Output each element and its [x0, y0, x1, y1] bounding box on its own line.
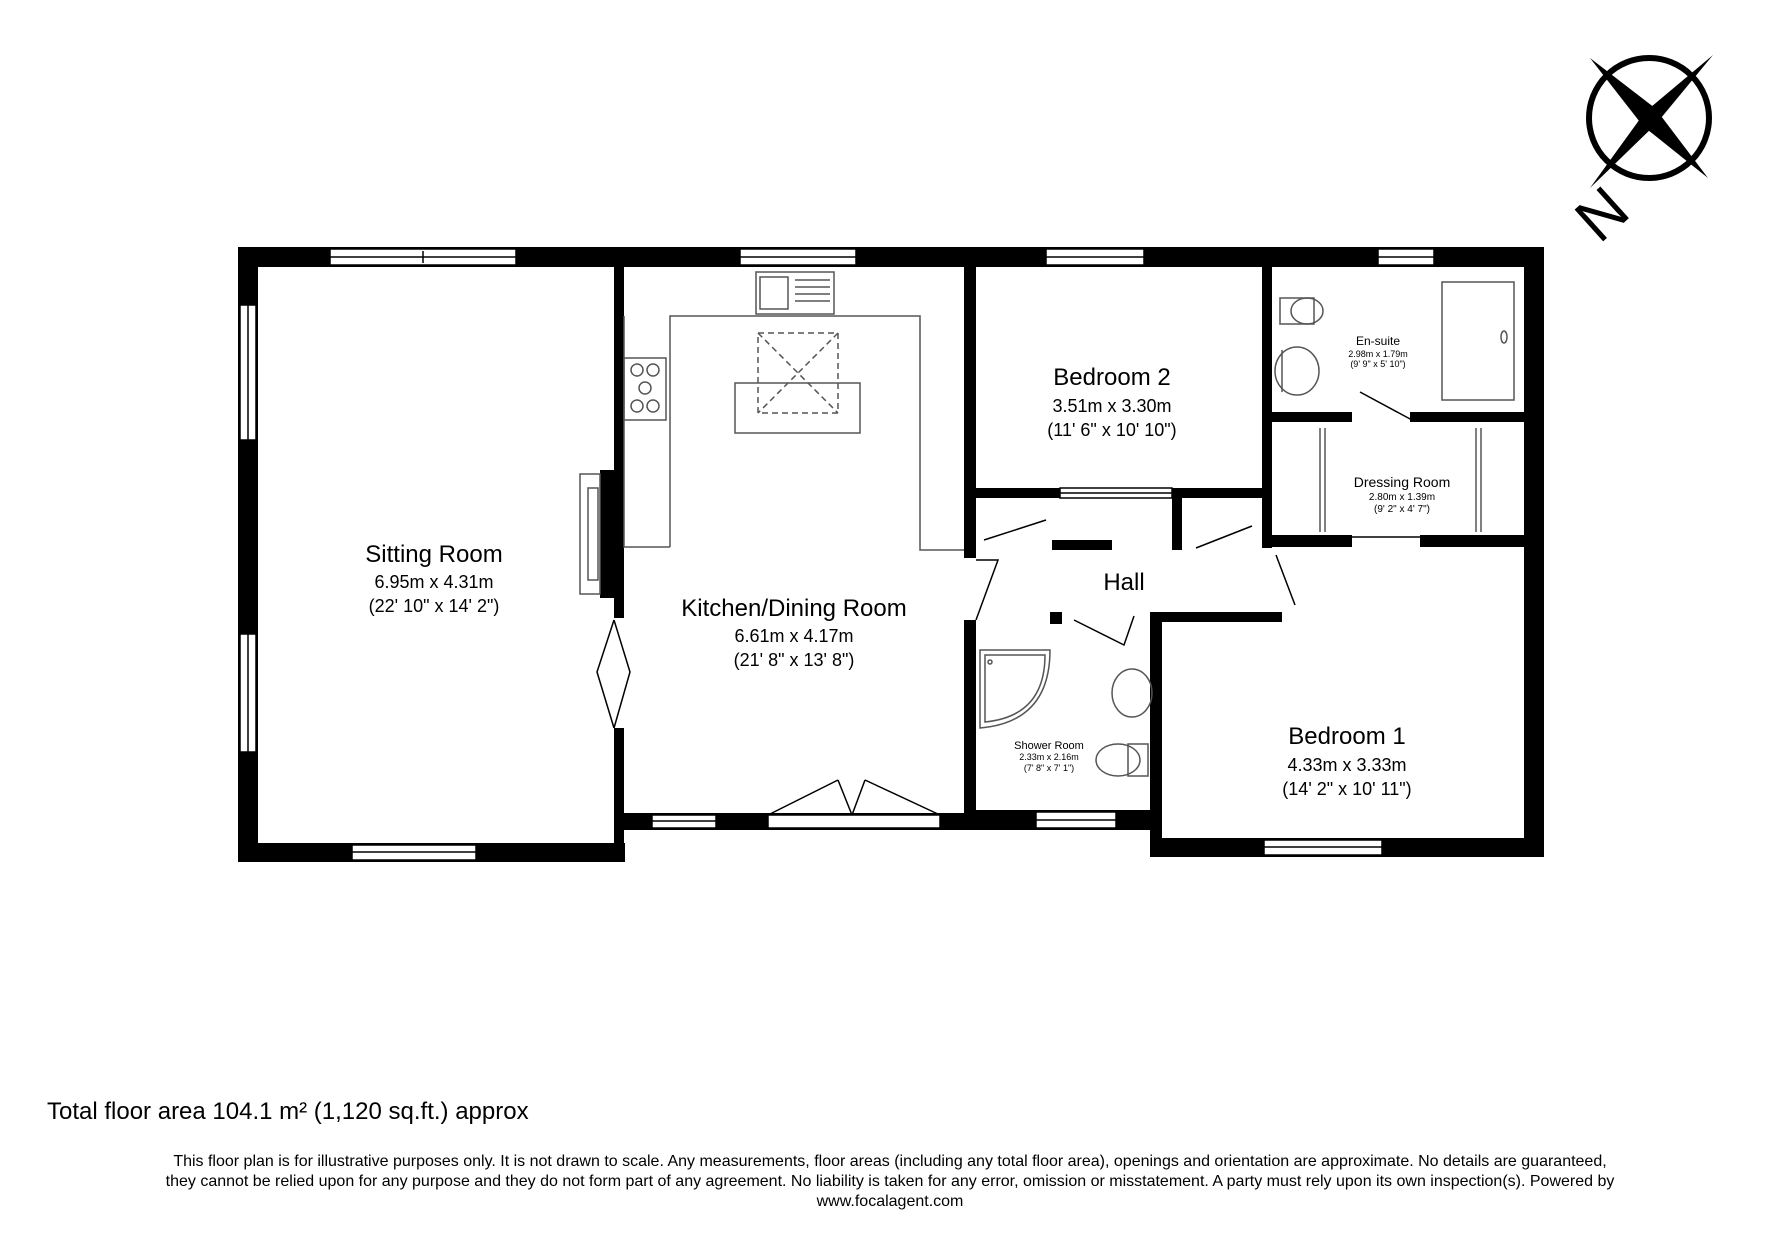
- hob-icon: [624, 358, 666, 420]
- fireplace-icon: [580, 474, 600, 594]
- sink-icon: [756, 272, 834, 314]
- kitchen-island: [735, 383, 860, 433]
- room-imperial: (9' 2" x 4' 7"): [1374, 504, 1430, 515]
- room-metric: 4.33m x 3.33m: [1287, 755, 1407, 775]
- room-name: Hall: [1103, 569, 1145, 596]
- room-name: Shower Room: [1014, 740, 1084, 752]
- room-imperial: (7' 8" x 7' 1"): [1023, 763, 1075, 773]
- basin-icon: [1112, 669, 1152, 717]
- room-imperial: (9' 9" x 5' 10"): [1350, 359, 1406, 369]
- disclaimer: [40, 1152, 1740, 1212]
- toilet-cistern-icon: [1128, 744, 1148, 776]
- room-metric: 6.95m x 4.31m: [374, 572, 494, 592]
- room-name: En-suite: [1355, 334, 1401, 348]
- disclaimer-line: This floor plan is for illustrative purposes only. It is not drawn to scale. Any measurements, floor areas (including any total floor area), openings and orientation are approximate. No details are guaranteed,: [173, 1153, 1607, 1170]
- room-label-shower-room: [1014, 740, 1084, 773]
- room-label-dressing-room: [1354, 474, 1450, 515]
- room-imperial: (21' 8" x 13' 8"): [733, 650, 855, 670]
- room-metric: 2.33m x 2.16m: [1019, 752, 1079, 762]
- room-metric: 3.51m x 3.30m: [1052, 396, 1172, 416]
- room-name: Dressing Room: [1353, 474, 1451, 490]
- room-label-hall: [1103, 569, 1144, 596]
- compass-rose-icon: [1563, 55, 1713, 255]
- room-metric: 2.98m x 1.79m: [1348, 349, 1408, 359]
- kitchen-fixtures: [580, 272, 964, 594]
- room-name: Sitting Room: [365, 541, 503, 568]
- room-imperial: (14' 2" x 10' 11"): [1282, 779, 1412, 799]
- room-name: Kitchen/Dining Room: [681, 595, 907, 622]
- room-label-bedroom-1: [1282, 723, 1411, 799]
- toilet-icon: [1291, 298, 1323, 324]
- room-imperial: (11' 6" x 10' 10"): [1047, 420, 1177, 440]
- room-imperial: (22' 10" x 14' 2"): [368, 596, 500, 616]
- toilet-cistern-icon: [1280, 298, 1314, 324]
- shower-tray-icon: [1442, 282, 1514, 400]
- room-name: Bedroom 2: [1053, 364, 1171, 391]
- room-label-kitchen-dining: [681, 595, 906, 670]
- room-label-en-suite: [1348, 334, 1408, 369]
- bedroom2-storage: [1060, 488, 1172, 498]
- total-floor-area: Total floor area 104.1 m² (1,120 sq.ft.) approx: [47, 1098, 529, 1125]
- toilet-icon: [1096, 744, 1140, 776]
- disclaimer-line: they cannot be relied upon for any purpose and they do not form part of any agreement. No liability is taken for any error, omission or misstatement. A party must rely upon its own inspection(s). Powered by: [165, 1173, 1615, 1190]
- room-name: Bedroom 1: [1288, 723, 1406, 750]
- room-metric: 2.80m x 1.39m: [1368, 492, 1436, 503]
- room-label-bedroom-2: [1047, 364, 1176, 440]
- disclaimer-link[interactable]: www.focalagent.com: [816, 1193, 964, 1210]
- north-letter: N: [1562, 173, 1643, 256]
- corner-shower-icon: [980, 650, 1050, 728]
- room-metric: 6.61m x 4.17m: [734, 626, 854, 646]
- room-label-sitting-room: [365, 541, 502, 616]
